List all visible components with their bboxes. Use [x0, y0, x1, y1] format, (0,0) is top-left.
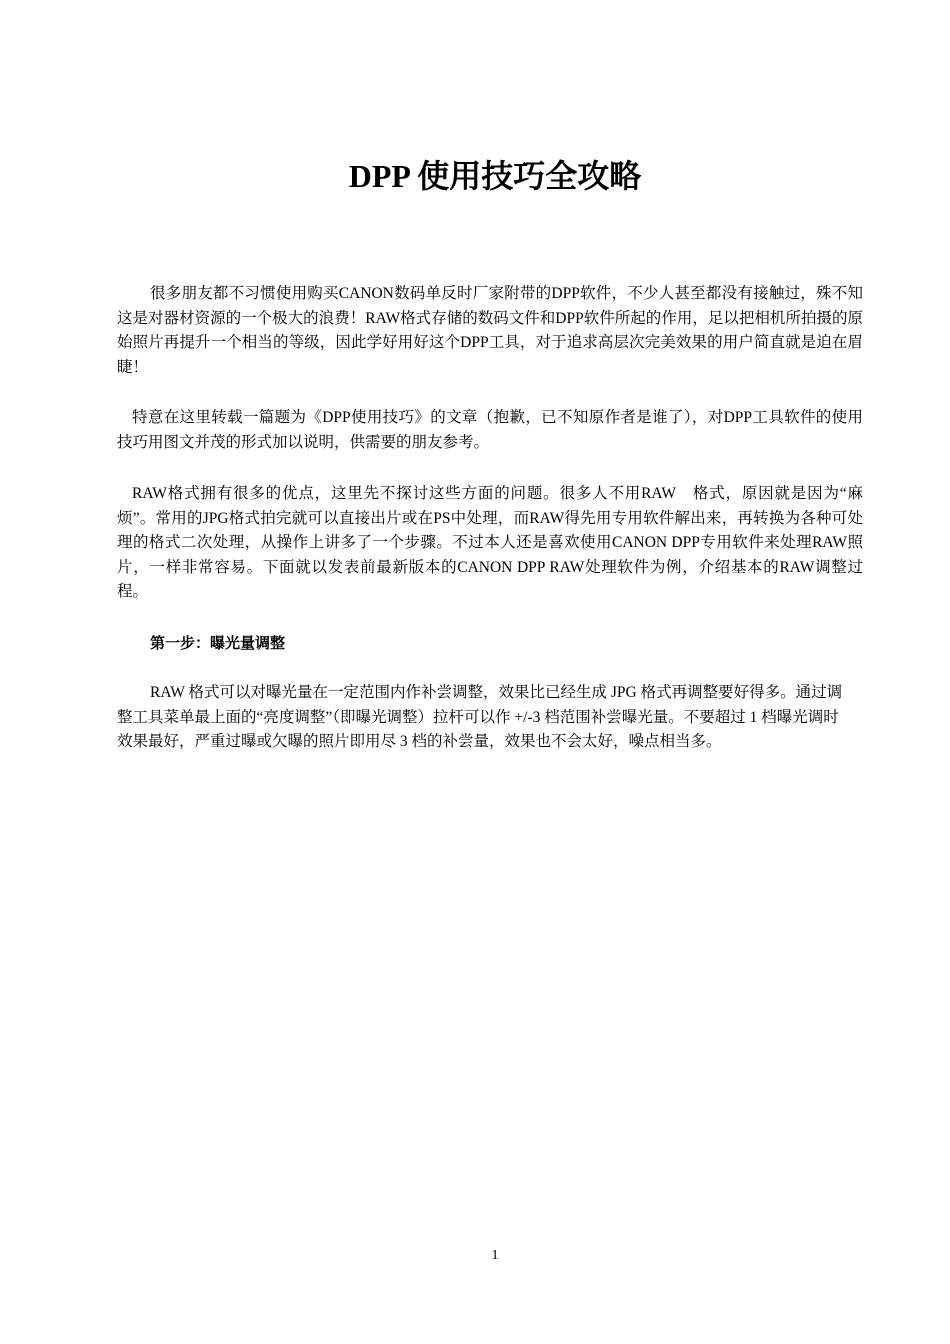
- document-title: DPP 使用技巧全攻略: [348, 158, 642, 194]
- intro-paragraph: 很多朋友都不习惯使用购买CANON数码单反时厂家附带的DPP软件，不少人甚至都没有接触过，殊不知这是对器材资源的一个极大的浪费！RAW格式存储的数码文件和DPP软件所起的作用，足以把相机所拍摄的原始照片再提升一个相当的等级，因此学好用好这个DPP工具，对于追求高层次完美效果的用户简直就是迫在眉睫！: [117, 285, 863, 376]
- repost-note-paragraph: 特意在这里转载一篇题为《DPP使用技巧》的文章（抱歉，已不知原作者是谁了），对DPP工具软件的使用技巧用图文并茂的形式加以说明，供需要的朋友参考。: [117, 409, 863, 451]
- exposure-adjustment-paragraph: RAW 格式可以对曝光量在一定范围内作补尝调整，效果比已经生成 JPG 格式再调整要好得多。通过调整工具菜单最上面的“亮度调整”（即曝光调整）拉杆可以作 +/-3 档范围补尝曝光量。不要超过 1 档曝光调时效果最好，严重过曝或欠曝的照片即用尽 3 档的补尝量，效果也不会太好，噪点相当多。: [117, 684, 843, 750]
- raw-format-paragraph: RAW格式拥有很多的优点，这里先不探讨这些方面的问题。很多人不用RAW 格式，原因就是因为“麻烦”。常用的JPG格式拍完就可以直接出片或在PS中处理，而RAW得先用专用软件解出来，再转换为各种可处理的格式二次处理，从操作上讲多了一个步骤。不过本人还是喜欢使用CANON DPP专用软件来处理RAW照片，一样非常容易。下面就以发表前最新版本的CANON DPP RAW处理软件为例，介绍基本的RAW调整过程。: [117, 485, 863, 600]
- page-number: 1: [491, 1248, 499, 1263]
- step-one-heading: 第一步：曝光量调整: [150, 634, 286, 652]
